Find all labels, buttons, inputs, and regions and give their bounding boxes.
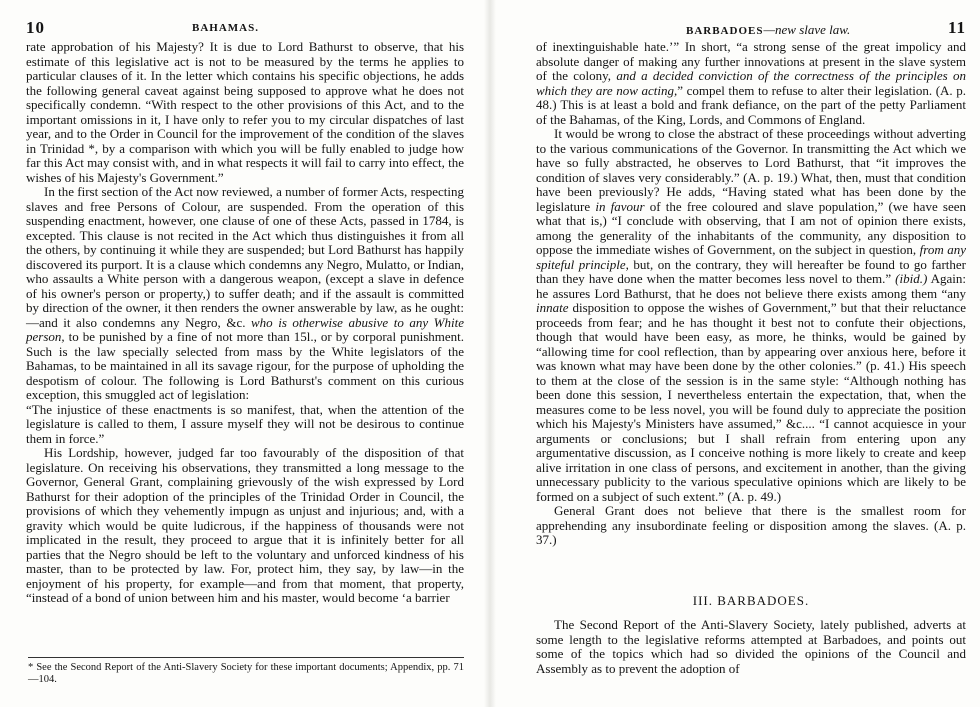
section-paragraph: The Second Report of the Anti-Slavery Society, lately published, adverts at some length to the legislative reforms attempted at Barbadoes, and points out some of the topics which had so divided the opinions of the Council and Assembly as to prevent the adoption of	[536, 617, 966, 676]
left-footnote: * See the Second Report of the Anti-Slavery Society for these important documents; Appendix, pp. 71—104.	[28, 662, 464, 685]
right-p1-start: of inextinguishable hate.’” In short, “a strong sense of the great impolicy and absolute danger of making any further innovations at present in the slave system of the colony,	[536, 39, 966, 83]
right-p2-c: but, on the contrary, they will hereafter be found to go farther than they have done when the matter becomes less novel to them.”	[536, 256, 966, 286]
footnote-rule	[28, 657, 464, 658]
left-paragraph-2-text: In the first section of the Act now reviewed, a number of former Acts, respecting slaves and free Persons of Colour, are suspended. From the operation of this suspending enactment, however, one clause of one of these Acts, passed in 1784, is excepted. This clause is not recited in the Act which thus distinguishes it from all the others, by continuing it while they are suspended; but Lord Bathurst has happily discovered its purport. It is a clause which condemns any Negro, Mulatto, or Indian, who assaults a White person with a dangerous weapon, (except a slave in defence of his owner's person or property,) to suffer death; and if the assault is committed by direction of the owner, it then renders the owner answerable by law, as he ought:—and it also condemns any Negro, &c.	[26, 184, 464, 330]
right-running-head-italic: —new slave law.	[763, 22, 851, 37]
left-paragraph-2	[26, 185, 464, 403]
right-page-body	[536, 40, 966, 548]
left-paragraph-1: rate approbation of his Majesty? It is due to Lord Bathurst to observe, that his estimate of this legislative act is not to be measured by the terms he applies to particular clauses of it. In the letter which contains his specific objections, he adds the following general caveat against being supposed to approve what he does not specifically condemn. “With respect to the other provisions of this Act, and to the important omissions in it, I have only to refer you to my circular dispatches of last year, and to the Order in Council for the improvement of the condition of the slaves in Trinidad *, by a comparison with which you will be fully enabled to judge how far this Act may consist with, and in what respects it will fail to carry into effect, the wishes of his Majesty's Government.”	[26, 39, 464, 185]
left-page-body	[26, 40, 464, 606]
right-p2-b: of the free coloured and slave population,” (we have seen what that is,) “I conclude with observing, that I am not of opinion there exists, among the generality of the inhabitants of the community, any disposition to oppose the immediate wishes of Government, on the subject in question,	[536, 198, 967, 257]
right-p1-end: ” compel them to refuse to alter their legislation. (A. p. 48.) This is at least a bold and frank defiance, on the part of the petty Parliament of the Bahamas, of the King, Lords, and Commons of England.	[536, 82, 966, 127]
right-p2-italic-2: from any spiteful principle,	[536, 242, 966, 272]
left-page-number: 10	[26, 18, 45, 37]
section-heading: III. BARBADOES.	[692, 593, 810, 608]
right-running-head-caps: BARBADOES	[686, 25, 764, 37]
left-paragraph-2-end: to be punished by a fine of not more than 15l., or by corporal punishment. Such is the law specially selected from mass by the White legislators of the Bahamas, to be maintained in all its savage rigour, for the purpose of upholding the despotism of colour. The following is Lord Bathurst's comment on this curious exception, this smuggled act of legislation:	[26, 329, 464, 402]
section-body	[536, 618, 966, 676]
left-page	[0, 0, 480, 707]
right-paragraph-3: General Grant does not believe that there is the smallest room for apprehending any insubordinate feeling or disposition among the slaves. (A. p. 37.)	[536, 503, 966, 547]
left-paragraph-3-quote: “The injustice of these enactments is so manifest, that, when the attention of the legislature is called to them, I assure myself they will not be desirous to continue them in force.”	[26, 401, 464, 446]
right-page-number: 11	[947, 18, 966, 37]
left-paragraph-2-italic: who is otherwise abusive to any White person,	[26, 314, 464, 344]
left-paragraph-4: His Lordship, however, judged far too favourably of the disposition of that legislature. On receiving his observations, they transmitted a long message to the Governor, General Grant, complaining grievously of the wish expressed by Lord Bathurst for their adoption of the principles of the Trinidad Order in Council, the provisions of which they vehemently impugn as unjust and injurious; and, with a gravity which would be quite ludicrous, if the happiness of thousands were not implicated in the result, they proceed to argue that it is infinitely better for all parties that the Negro should be left to the voluntary and unforced kindness of his master, than to be protected by law. For, protect him, they say, by law—in the enjoyment of his property, for example—and from that moment, that property, “instead of a bond of union between him and his master, would become ‘a barrier	[26, 445, 464, 605]
right-p2-d: Again: he assures Lord Bathurst, that he does not believe there exists among them “any	[536, 271, 966, 301]
right-p2-a: It would be wrong to close the abstract of these proceedings without adverting to the various communications of the Governor. In transmitting the Act which we have so fully abstracted, he observes to Lord Bathurst, that “it improves the condition of slaves very considerably.” (A. p. 19.) What, then, must that condition have been previously? He adds, “Having stated what has been done by the legislature	[536, 126, 966, 214]
right-p2-e: disposition to oppose the wishes of Government,” but that their reluctance proceeds from fear; and he has thought it best not to confute their objections, though that would have been easy, as more, he thinks, would be gained by “allowing time for cool reflection, than by appearing over anxious here, before it was known what may have been done by the other colonies.” (p. 41.) His speech to them at the close of the session is in the same style: “Although nothing has been done this session, I nevertheless entertain the expectation, that, when the measures come to be less novel, you will be found duly to appreciate the position which his Majesty's Ministers have assumed,” &c.... “I cannot acquiesce in your arguments or conclusions; but I shall refrain from entering upon any argumentative discussion, as I conceive nothing is more likely to create and keep alive irritation in one class of persons, and excitement in another, than the giving unnecessary publicity to the various speculative opinions which are likely to be formed on a subject of such extent.” (A. p. 49.)	[536, 300, 967, 504]
right-p2-italic-3: (ibid.)	[895, 271, 928, 286]
right-paragraph-2	[536, 127, 966, 504]
right-page	[500, 0, 980, 707]
right-p2-italic-1: in favour	[595, 198, 645, 214]
left-running-head: BAHAMAS.	[192, 22, 259, 34]
right-running-head	[686, 22, 850, 38]
right-p2-italic-4: innate	[536, 300, 569, 315]
right-page-header	[536, 18, 966, 40]
right-p1-italic: and a decided conviction of the correctness of the principles on which they are now acting,	[536, 68, 967, 98]
book-gutter	[484, 0, 496, 707]
right-paragraph-1	[536, 40, 966, 127]
left-page-header	[26, 18, 468, 40]
